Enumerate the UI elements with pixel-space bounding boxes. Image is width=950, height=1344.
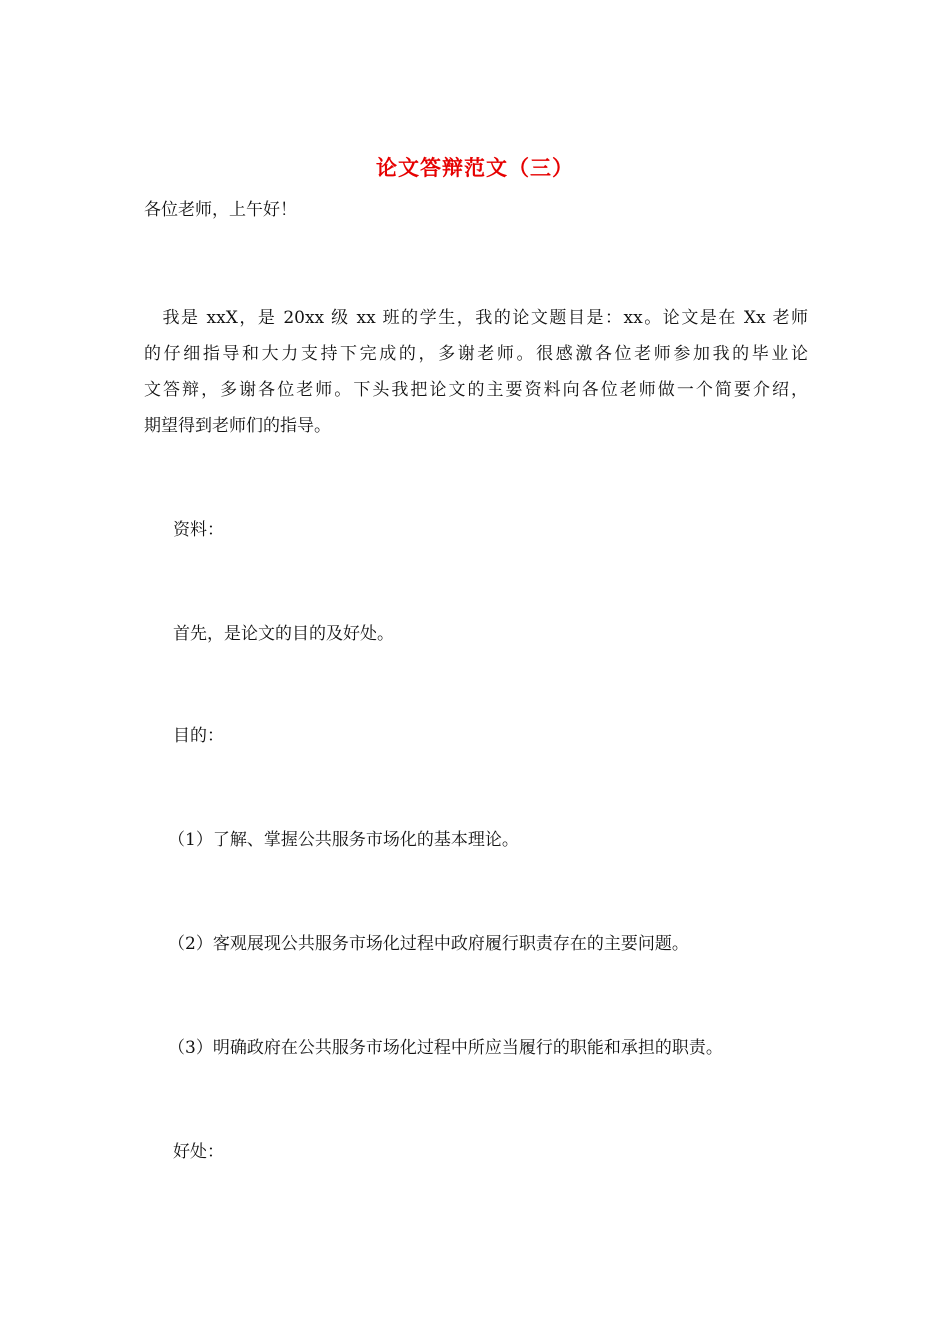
- first-point-text: 首先，是论文的目的及好处。: [173, 624, 394, 644]
- purpose-item-1: （1）了解、掌握公共服务市场化的基本理论。: [168, 830, 519, 850]
- purpose-item-2: （2）客观展现公共服务市场化过程中政府履行职责存在的主要问题。: [168, 934, 689, 954]
- intro-line-2: 的仔细指导和大力支持下完成的，多谢老师。很感激各位老师参加我的毕业论: [144, 344, 808, 364]
- intro-line-4: 期望得到老师们的指导。: [144, 416, 331, 436]
- document-title: 论文答辩范文（三）: [376, 155, 574, 180]
- greeting-text: 各位老师，上午好！: [144, 200, 297, 220]
- purpose-item-3: （3）明确政府在公共服务市场化过程中所应当履行的职能和承担的职责。: [168, 1038, 723, 1058]
- intro-paragraph: [144, 300, 808, 444]
- purpose-heading: 目的：: [173, 726, 224, 746]
- intro-line-1: 我是 xxX，是 20xx 级 xx 班的学生，我的论文题目是：xx。论文是在 Xx 老师: [144, 308, 808, 328]
- material-heading: 资料：: [173, 520, 224, 540]
- intro-line-3: 文答辩，多谢各位老师。下头我把论文的主要资料向各位老师做一个简要介绍，: [144, 380, 808, 400]
- benefit-heading: 好处：: [173, 1142, 224, 1162]
